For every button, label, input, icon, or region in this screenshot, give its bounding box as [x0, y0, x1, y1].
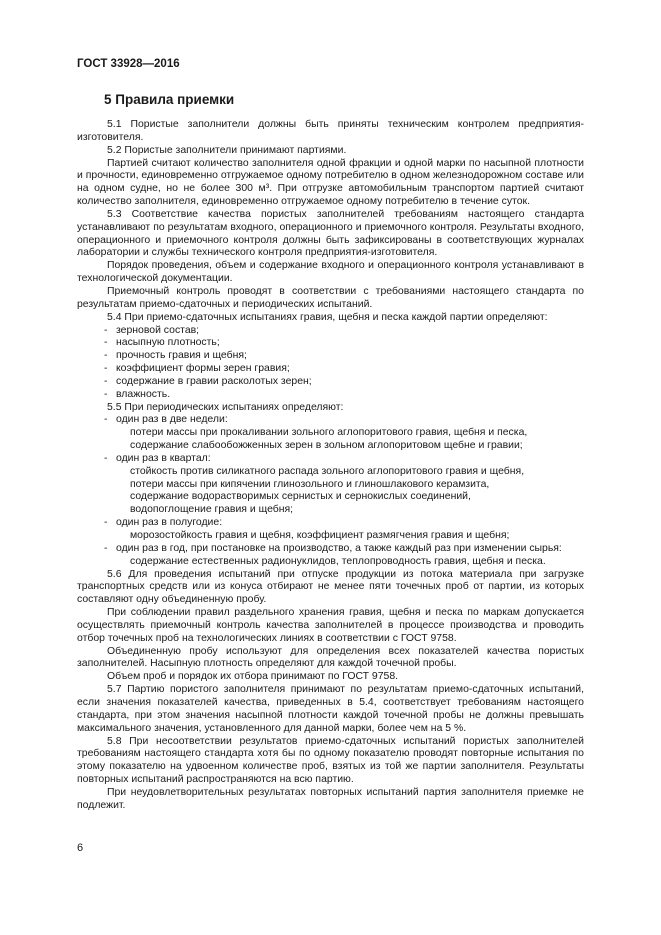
paragraph: 5.8 При несоответствии результатов приемо-сдаточных испытаний пористых заполнителей требованиям настоящего стандарта хотя бы по одному показателю проводят повторные испытания по этому показателю на удвоенном количестве проб, взятых из той же партии заполнителя. Результаты повторных испытаний распространяются на всю партию. — [77, 735, 584, 786]
sub-list-item: стойкость против силикатного распада зольного аглопоритового гравия и щебня, — [130, 465, 525, 477]
list-item: - один раз в квартал: — [77, 453, 584, 466]
paragraph: 5.7 Партию пористого заполнителя принимают по результатам приемо-сдаточных испытаний, если значения показателей качества, приведенных в 5.4, соответствует требованиям настоящего стандарта, при этом значения насыпной плотности каждой точечной пробы не должны превышать максимального значения, установленного для данной марки, более чем на 5 %. — [77, 684, 584, 734]
list-item: - влажность. — [77, 389, 584, 402]
paragraph: 5.5 При периодических испытаниях определяют: — [107, 401, 344, 413]
paragraph: 5.1 Пористые заполнители должны быть приняты техническим контролем предприятия-изготовителя. — [77, 119, 584, 143]
paragraph: При соблюдении правил раздельного хранения гравия, щебня и песка по маркам допускается осуществлять приемочный контроль качества заполнителей в процессе производства и проводить отбор точечных проб на технологических линиях в соответствии с ГОСТ 9758. — [77, 607, 584, 644]
list-item: - коэффициент формы зерен гравия; — [77, 363, 584, 376]
paragraph: Объединенную пробу используют для определения всех показателей качества пористых заполнителей. Насыпную плотность определяют для каждой точечной пробы. — [77, 645, 584, 670]
paragraph: Приемочный контроль проводят в соответствии с требованиями настоящего стандарта по результатам приемо-сдаточных и периодических испытаний. — [77, 285, 584, 310]
sub-list-item: содержание слабообожженных зерен в зольном аглопоритовом щебне и гравии; — [130, 440, 523, 452]
sub-list-item: содержание водорастворимых сернистых и сернокислых соединений, — [130, 491, 471, 503]
paragraph: Порядок проведения, объем и содержание входного и операционного контроля устанавливают в технологической документации. — [77, 260, 584, 285]
paragraph: Партией считают количество заполнителя одной фракции и одной марки по насыпной плотности и прочности, единовременно отгружаемое одному потребителю в одном железнодорожном составе или на одном судне, но не более 300 м³. При отгрузке автомобильным транспортом партией считают количество заполнителя, единовременно отгружаемое одному потребителю в течение суток. — [77, 157, 584, 208]
paragraph: Объем проб и порядок их отбора принимают по ГОСТ 9758. — [107, 671, 399, 683]
list-item: - содержание в гравии расколотых зерен; — [77, 376, 584, 389]
sub-list-item: потери массы при кипячении глинозольного и глиношлакового керамзита, — [130, 478, 490, 490]
sub-list-item: потери массы при прокаливании зольного аглопоритового гравия, щебня и песка, — [130, 427, 528, 439]
paragraph: 5.6 Для проведения испытаний при отпуске продукции из потока материала при загрузке транспортных средств или из конуса отбирают не менее пяти точечных проб от партии, из которых составляют одну объединенную пробу. — [77, 568, 584, 606]
list-item: - прочность гравия и щебня; — [77, 350, 584, 363]
paragraph: 5.4 При приемо-сдаточных испытаниях гравия, щебня и песка каждой партии определяют: — [107, 311, 548, 323]
document-body — [77, 119, 584, 813]
paragraph: 5.2 Пористые заполнители принимают партиями. — [107, 144, 347, 156]
document-header: ГОСТ 33928—2016 — [77, 58, 180, 70]
sub-list-item: содержание естественных радионуклидов, теплопроводность гравия, щебня и песка. — [130, 555, 546, 567]
paragraph: 5.3 Соответствие качества пористых заполнителей требованиям настоящего стандарта устанавливают по результатам входного, операционного и приемочного контроля. Результаты входного, операционного и приемочного контроля должны быть зафиксированы в соответствующих журналах лаборатории и службы технического контроля предприятия-изготовителя. — [77, 208, 584, 259]
list-item: - насыпную плотность; — [77, 337, 584, 350]
list-item: - один раз в две недели: — [77, 414, 584, 427]
list-item: - зерновой состав; — [77, 325, 584, 338]
list-item: - один раз в год, при постановке на производство, а также каждый раз при изменении сырья: — [77, 543, 584, 556]
page-number: 6 — [77, 842, 84, 854]
list-item: - один раз в полугодие: — [77, 517, 584, 530]
sub-list-item: морозостойкость гравия и щебня, коэффициент размягчения гравия и щебня; — [130, 530, 510, 541]
sub-list-item: водопоглощение гравия и щебня; — [130, 504, 294, 516]
section-title: 5 Правила приемки — [104, 92, 235, 107]
paragraph: При неудовлетворительных результатах повторных испытаний партия заполнителя приемке не подлежит. — [77, 786, 584, 811]
